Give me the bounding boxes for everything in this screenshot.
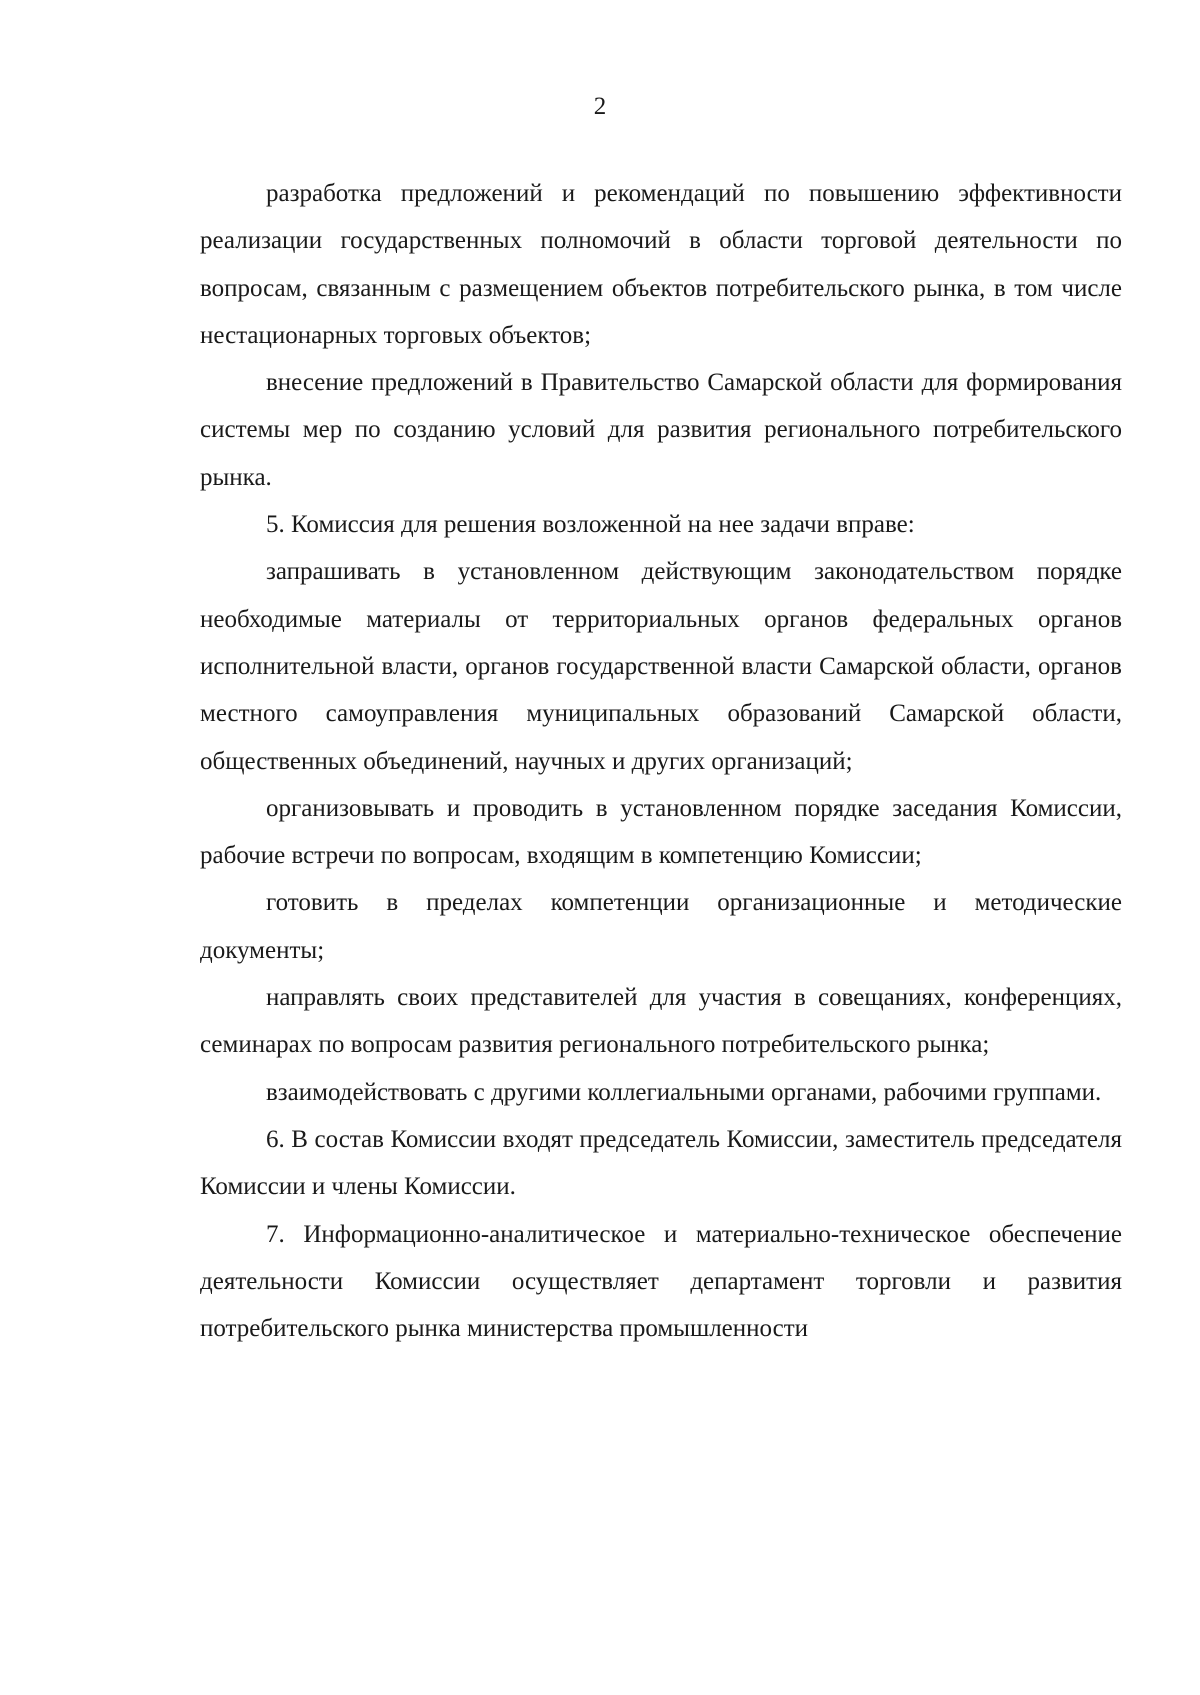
paragraph-section-7: 7. Информационно-аналитическое и материально-техническое обеспечение деятельности Комиссии осуществляет департамент торговли и развития потребительского рынка министерства промышленности (200, 1220, 1122, 1343)
paragraph-prepare-documents: готовить в пределах компетенции организационные и методические документы; (200, 889, 1122, 964)
paragraph-interact: взаимодействовать с другими коллегиальными органами, рабочими группами. (266, 1078, 1102, 1106)
document-body (200, 170, 1122, 1352)
paragraph-proposals-efficiency: разработка предложений и рекомендаций по повышению эффективности реализации государственных полномочий в области торговой деятельности по вопросам, связанным с размещением объектов потребительского рынка, в том числе нестационарных торговых объектов; (200, 180, 1122, 349)
paragraph-send-representatives: направлять своих представителей для участия в совещаниях, конференциях, семинарах по вопросам развития регионального потребительского рынка; (200, 984, 1122, 1059)
paragraph-organize-meetings: организовывать и проводить в установленном порядке заседания Комиссии, рабочие встречи по вопросам, входящим в компетенцию Комиссии; (200, 794, 1122, 870)
paragraph-section-5: 5. Комиссия для решения возложенной на нее задачи вправе: (266, 511, 915, 539)
paragraph-request-materials: запрашивать в установленном действующим законодательством порядке необходимые материалы от территориальных органов федеральных органов исполнительной власти, органов государственной власти Самарской области, органов местного самоуправления муниципальных образований Самарской области, общественных объединений, научных и других организаций; (200, 558, 1122, 775)
paragraph-proposals-government: внесение предложений в Правительство Самарской области для формирования системы мер по созданию условий для развития регионального потребительского рынка. (200, 369, 1122, 491)
page-number: 2 (593, 93, 607, 120)
paragraph-section-6: 6. В состав Комиссии входят председатель Комиссии, заместитель председателя Комиссии и члены Комиссии. (200, 1125, 1122, 1201)
